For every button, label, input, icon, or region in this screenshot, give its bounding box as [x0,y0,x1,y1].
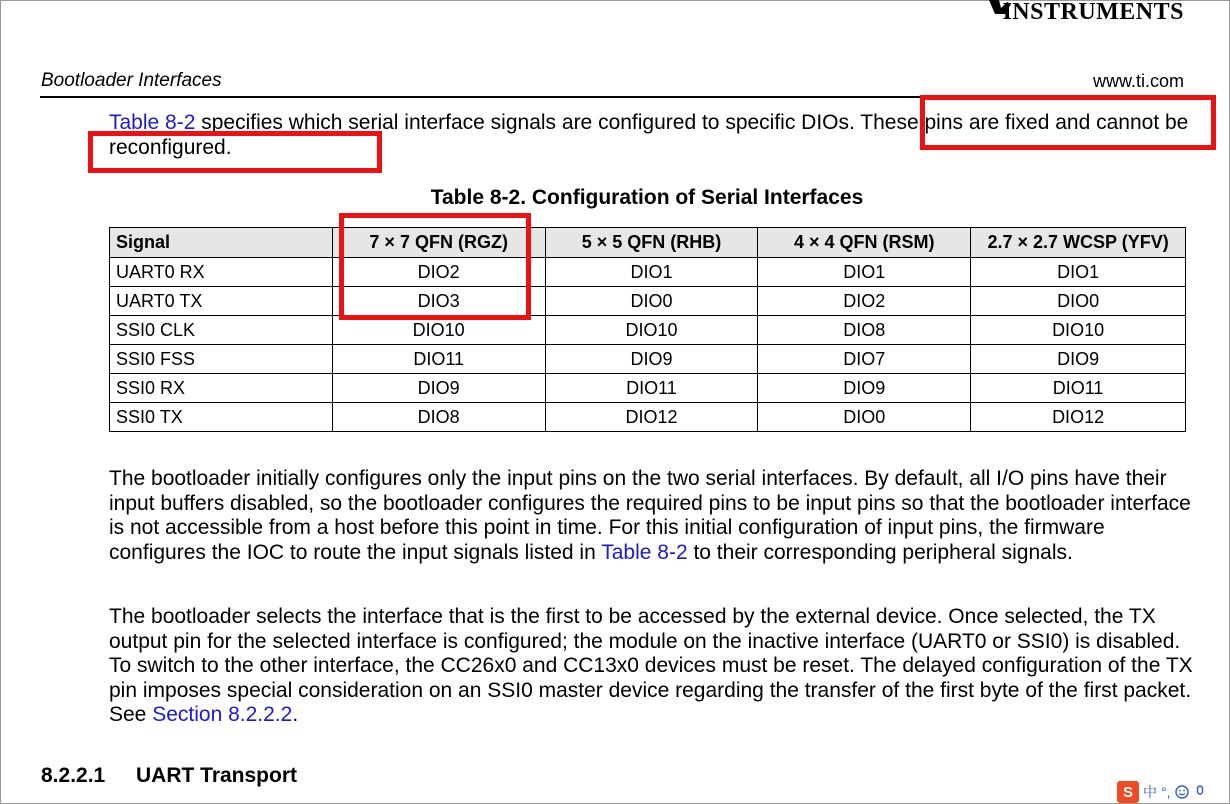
header-rsm: 4 × 4 QFN (RSM) [758,228,971,258]
serial-interface-table [109,227,1186,432]
pin-cell: DIO9 [332,374,545,403]
pin-cell: DIO11 [545,374,758,403]
pin-cell: DIO7 [758,345,971,374]
pin-cell: DIO10 [332,316,545,345]
ime-punctuation-toggle[interactable]: °, [1161,784,1171,800]
pin-cell: DIO2 [758,287,971,316]
table-row [110,316,1186,345]
pin-cell: DIO12 [545,403,758,432]
signal-cell: UART0 TX [110,287,333,316]
header-rhb: 5 × 5 QFN (RHB) [545,228,758,258]
section-heading [41,764,297,788]
table-8-2-link[interactable]: Table 8-2 [601,540,688,564]
smile-icon[interactable] [1175,785,1189,799]
table-8-2-link[interactable]: Table 8-2 [109,111,196,134]
pin-cell: DIO3 [332,287,545,316]
pin-cell: DIO0 [971,287,1186,316]
ime-logo-icon[interactable]: S [1117,781,1139,803]
pin-cell: DIO1 [758,258,971,287]
table-row [110,374,1186,403]
table-caption: Table 8-2. Configuration of Serial Interfaces [430,186,864,209]
pin-cell: DIO12 [971,403,1186,432]
annotation-box-cannot-reconfigure [88,131,382,173]
ime-language-toggle[interactable]: 中 [1143,784,1157,800]
annotation-box-rgz-uart-pins [339,213,531,320]
signal-cell: SSI0 CLK [110,316,333,345]
pin-cell: DIO9 [758,374,971,403]
table-header-row [110,228,1186,258]
header-yfv: 2.7 × 2.7 WCSP (YFV) [971,228,1186,258]
signal-cell: UART0 RX [110,258,333,287]
paragraph-interface-select [109,605,1199,728]
pin-cell: DIO2 [332,258,545,287]
mic-icon[interactable] [1193,785,1207,799]
pin-cell: DIO11 [332,345,545,374]
brand-name: INSTRUMENTS [1002,0,1184,25]
pin-cell: DIO8 [332,403,545,432]
intro-text: specifies which serial interface signals are configured to specific DIOs. These pins are fixed and cannot be reconfigured. [109,111,1189,159]
paragraph-text: The bootloader selects the interface that is the first to be accessed by the external device. Once selected, the TX output pin for the selected interface is configured; the module on the inactive interface (UART0 or SSI0) is disabled. To switch to the other interface, the CC26x0 and CC13x0 devices must be reset. The delayed configuration of the TX pin imposes special consideration on an SSI0 master device regarding the transfer of the first byte of the first packet. See [109,605,1193,726]
paragraph-text: to their corresponding peripheral signals. [687,540,1073,564]
ime-toolbar[interactable] [1117,780,1207,804]
signal-cell: SSI0 FSS [110,345,333,374]
paragraph-text: The bootloader initially configures only the input pins on the two serial interfaces. By default, all I/O pins have their input buffers disabled, so the bootloader configures the required pins to be input pins so that the bootloader interface is not accessible from a host before this point in time. For this initial configuration of input pins, the firmware configures the IOC to route the input signals listed in [109,467,1191,564]
section-8-2-2-2-link[interactable]: Section 8.2.2.2 [152,703,293,726]
annotation-box-fixed-pins [920,95,1216,150]
header-signal: Signal [110,228,333,258]
table-row [110,258,1186,287]
pin-cell: DIO0 [758,403,971,432]
pin-cell: DIO11 [971,374,1186,403]
section-number: 8.2.2.1 [41,764,106,787]
paragraph-text: . [292,703,299,726]
running-header-title: Bootloader Interfaces [41,70,222,91]
pin-cell: DIO9 [545,345,758,374]
table-row [110,345,1186,374]
table-row [110,287,1186,316]
pin-cell: DIO1 [545,258,758,287]
section-title: UART Transport [136,764,298,787]
table-row [110,403,1186,432]
pin-cell: DIO10 [971,316,1186,345]
signal-cell: SSI0 RX [110,374,333,403]
pin-cell: DIO10 [545,316,758,345]
pin-cell: DIO9 [971,345,1186,374]
pin-cell: DIO0 [545,287,758,316]
header-rgz: 7 × 7 QFN (RGZ) [332,228,545,258]
pin-cell: DIO1 [971,258,1186,287]
running-header-url[interactable]: www.ti.com [1092,71,1184,91]
paragraph-input-pins [109,467,1199,565]
signal-cell: SSI0 TX [110,403,333,432]
pin-cell: DIO8 [758,316,971,345]
